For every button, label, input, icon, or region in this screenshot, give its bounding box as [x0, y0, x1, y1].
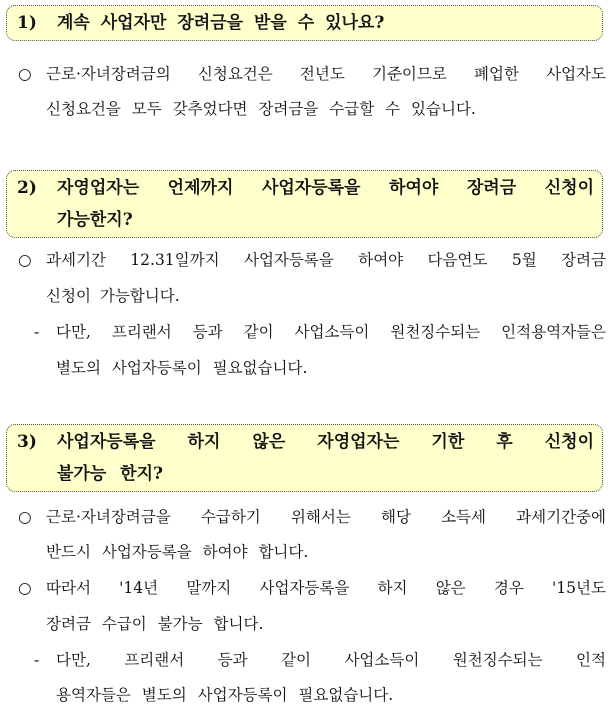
question-number: 1) — [17, 13, 37, 33]
answer-line: 따라서 '14년 말까지 사업자등록을 하지 않은 경우 '15년도 — [46, 579, 606, 597]
question-number: 2) — [17, 178, 37, 198]
question-text: 사업자등록을 하지 않은 자영업자는 기한 후 신청이 — [57, 432, 594, 452]
answer-line: 다만, 프리랜서 등과 같이 사업소득이 원천징수되는 인적용역자들은 — [56, 323, 606, 341]
answer-line: 근로·자녀장려금의 신청요건은 전년도 기준이므로 폐업한 사업자도 — [46, 65, 606, 83]
dash-marker: - — [34, 651, 40, 669]
question-text: 자영업자는 언제까지 사업자등록을 하여야 장려금 신청이 — [57, 178, 594, 198]
question-box-1 — [6, 5, 603, 41]
bullet-circle: ○ — [18, 579, 32, 597]
question-text: 불가능 한지? — [57, 464, 163, 484]
answer-line: 용역자들은 별도의 사업자등록이 필요없습니다. — [56, 686, 394, 704]
answer-line: 반드시 사업자등록을 하여야 합니다. — [46, 543, 309, 561]
question-text: 가능한지? — [57, 210, 133, 230]
answer-line: 장려금 수급이 불가능 합니다. — [46, 615, 264, 633]
bullet-circle: ○ — [18, 65, 32, 83]
dash-marker: - — [34, 323, 40, 341]
answer-line: 별도의 사업자등록이 필요없습니다. — [56, 359, 308, 377]
question-text: 계속 사업자만 장려금을 받을 수 있나요? — [57, 13, 385, 33]
answer-line: 근로·자녀장려금을 수급하기 위해서는 해당 소득세 과세기간중에 — [46, 508, 606, 526]
answer-line: 신청이 가능합니다. — [46, 287, 180, 305]
bullet-circle: ○ — [18, 251, 32, 269]
question-box-3 — [6, 424, 603, 492]
question-box-2 — [6, 170, 603, 238]
question-number: 3) — [17, 432, 37, 452]
bullet-circle: ○ — [18, 508, 32, 526]
answer-line: 다만, 프리랜서 등과 같이 사업소득이 원천징수되는 인적 — [56, 651, 606, 669]
answer-line: 신청요건을 모두 갖추었다면 장려금을 수급할 수 있습니다. — [46, 100, 476, 118]
answer-line: 과세기간 12.31일까지 사업자등록을 하여야 다음연도 5월 장려금 — [46, 251, 606, 269]
